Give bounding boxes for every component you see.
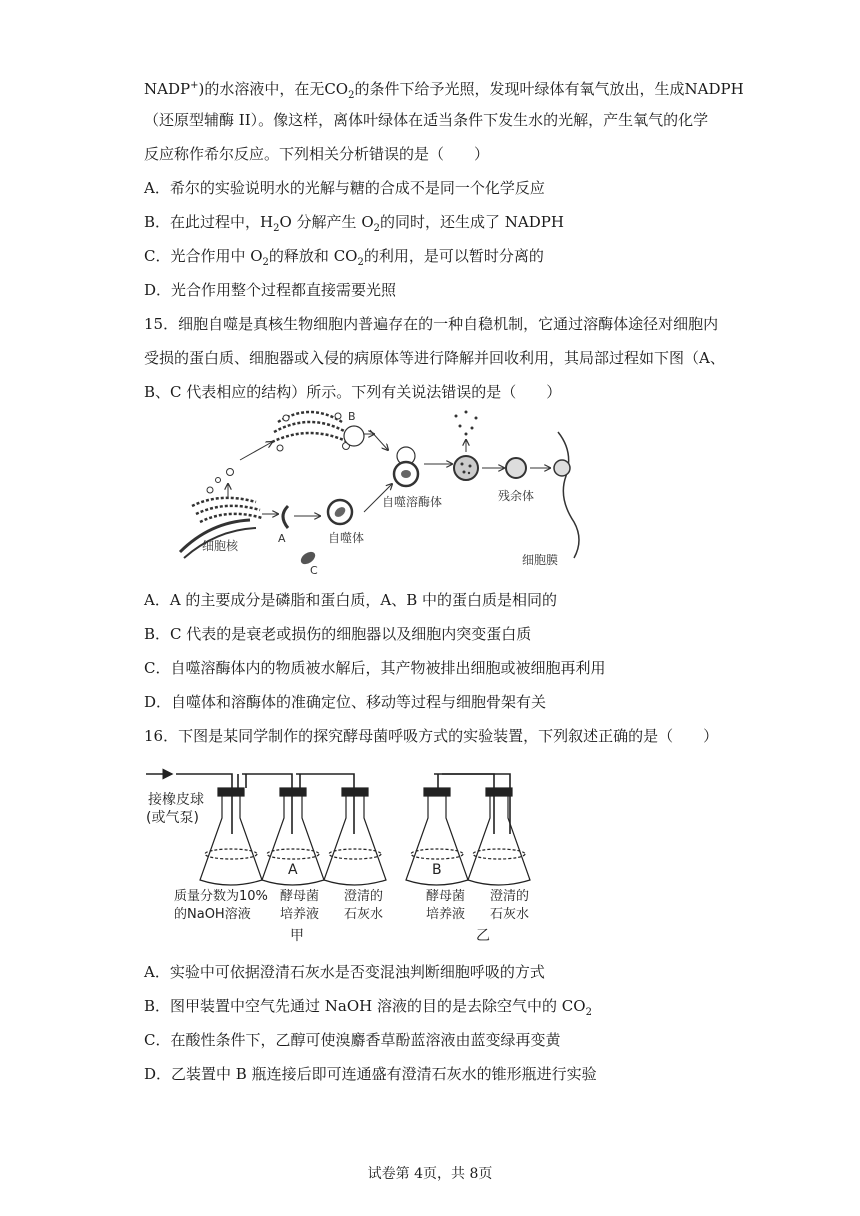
q14-option-c[interactable]: C．光合作用中 $O_2$的释放和 $CO_2$的利用，是可以暂时分离的: [144, 247, 544, 268]
q15-option-b[interactable]: B．C 代表的是衰老或损伤的细胞器以及细胞内突变蛋白质: [144, 625, 532, 643]
label-pump-1: 接橡皮球: [148, 792, 204, 808]
label-yeast-b-2: 培养液: [426, 907, 466, 922]
phagophore-a-shape: [283, 506, 288, 528]
intro-line-1: NADP+)的水溶液中，在无$CO_2$的条件下给予光照，发现叶绿体有氧气放出，生成NADPH: [144, 80, 744, 101]
label-yeast-b-1: 酵母菌: [426, 889, 466, 904]
cell-membrane-shape: [558, 432, 579, 558]
label-flask-b: B: [432, 862, 442, 878]
flask-lime-yi-shape: [468, 788, 530, 885]
flask-lime-jia-shape: [324, 788, 386, 885]
label-lime-b-2: 石灰水: [490, 907, 530, 922]
label-naoh-2: 的NaOH溶液: [174, 907, 251, 922]
q15-option-a[interactable]: A．A 的主要成分是磷脂和蛋白质，A、B 中的蛋白质是相同的: [144, 591, 558, 609]
label-naoh-1: 质量分数为10%: [174, 889, 268, 904]
q15-stem-line-3: B、C 代表相应的结构）所示。下列有关说法错误的是（ ）: [144, 383, 562, 401]
autophagy-diagram: [170, 402, 590, 578]
q14-option-b[interactable]: B．在此过程中，$H_2O$ 分解产生 $O_2$的同时，还生成了 NADPH: [144, 213, 564, 234]
label-yeast-2: 培养液: [280, 907, 320, 922]
q16-option-a[interactable]: A．实验中可依据澄清石灰水是否变混浊判断细胞呼吸的方式: [144, 963, 545, 981]
q16-option-c[interactable]: C．在酸性条件下，乙醇可使溴麝香草酚蓝溶液由蓝变绿再变黄: [144, 1031, 561, 1049]
q14-option-d[interactable]: D．光合作用整个过程都直接需要光照: [144, 281, 397, 299]
label-jia: 甲: [290, 928, 304, 944]
label-autophagosome: 自噬体: [328, 531, 365, 545]
q15-stem-line-1: 15．细胞自噬是真核生物细胞内普遍存在的一种自稳机制，它通过溶酶体途径对细胞内: [144, 315, 719, 333]
label-nucleus: 细胞核: [202, 539, 239, 553]
residual-body-shape: [506, 458, 526, 478]
q15-option-c[interactable]: C．自噬溶酶体内的物质被水解后，其产物被排出细胞或被细胞再利用: [144, 659, 606, 677]
label-residual-body: 残余体: [498, 489, 535, 503]
digesting-vesicle-shape: [454, 456, 478, 480]
endoplasmic-reticulum-shape: [192, 498, 262, 522]
label-yeast-1: 酵母菌: [280, 889, 320, 904]
label-a: A: [278, 532, 286, 545]
yeast-respiration-apparatus: [140, 762, 560, 948]
q15-option-d[interactable]: D．自噬体和溶酶体的准确定位、移动等过程与细胞骨架有关: [144, 693, 547, 711]
lysosome-b-shape: [344, 426, 364, 446]
q16-option-b[interactable]: B．图甲装置中空气先通过 NaOH 溶液的目的是去除空气中的 $CO_2$: [144, 997, 592, 1018]
label-lime-1: 澄清的: [344, 889, 384, 904]
label-cell-membrane: 细胞膜: [522, 553, 559, 567]
q15-stem-line-2: 受损的蛋白质、细胞器或入侵的病原体等进行降解并回收利用，其局部过程如下图（A、: [144, 349, 725, 367]
intro-line-3: 反应称作希尔反应。下列相关分析错误的是（ ）: [144, 145, 490, 163]
label-lime-2: 石灰水: [344, 907, 384, 922]
label-flask-a: A: [288, 862, 298, 878]
label-pump-2: (或气泵): [146, 810, 199, 826]
label-c: C: [310, 564, 318, 577]
q16-stem: 16．下图是某同学制作的探究酵母菌呼吸方式的实验装置，下列叙述正确的是（ ）: [144, 727, 719, 745]
page-footer: 试卷第 4页，共 8页: [367, 1166, 493, 1182]
flask-naoh-shape: [200, 788, 262, 885]
q16-option-d[interactable]: D．乙装置中 B 瓶连接后即可连通盛有澄清石灰水的锥形瓶进行实验: [144, 1065, 597, 1083]
intro-line-2: （还原型辅酶 II）。像这样，离体叶绿体在适当条件下发生水的光解，产生氧气的化学: [144, 111, 709, 129]
label-b: B: [348, 410, 356, 423]
label-yi: 乙: [476, 928, 490, 944]
label-lime-b-1: 澄清的: [490, 889, 530, 904]
label-autolysosome: 自噬溶酶体: [382, 495, 443, 509]
q14-option-a[interactable]: A．希尔的实验说明水的光解与糖的合成不是同一个化学反应: [144, 179, 545, 197]
